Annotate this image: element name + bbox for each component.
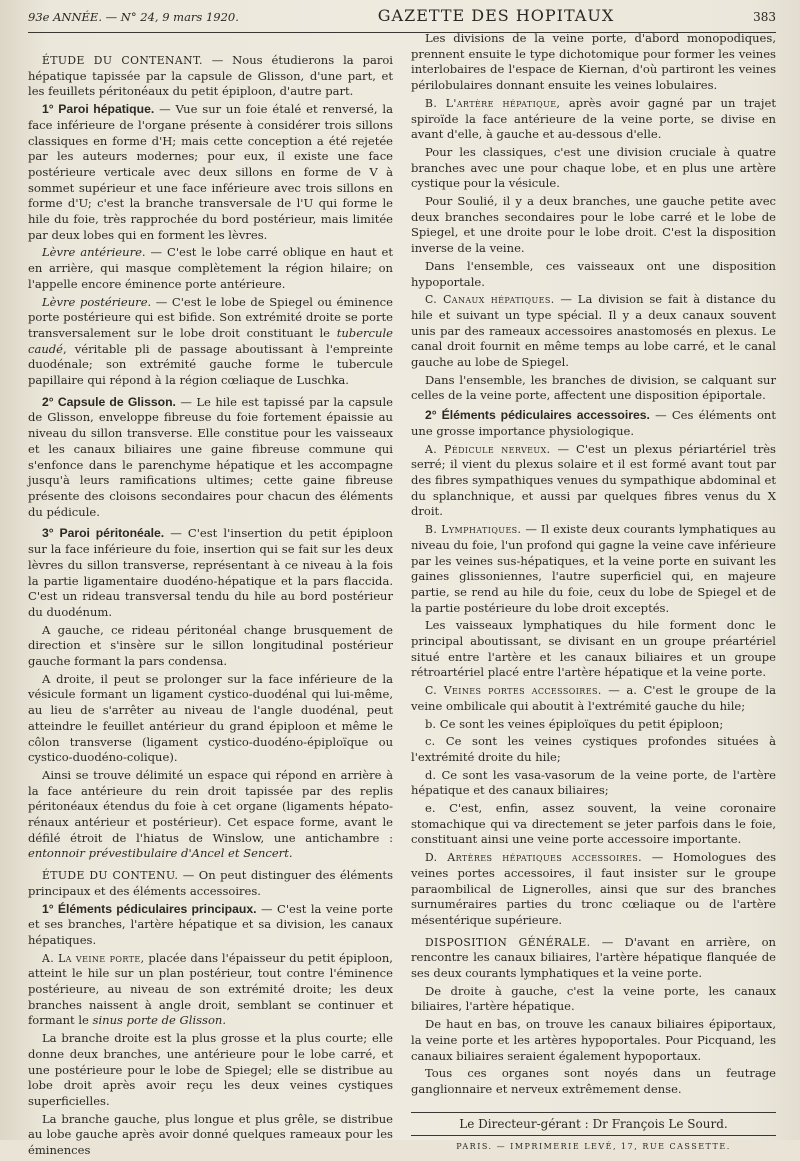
subheading: B. Lymphatiques. — [425, 523, 522, 537]
paragraph: A. La veine porte, placée dans l'épaisseur du petit épiploon, atteint le hile sur un plan postérieur, tout contre l'éminence postérieure, au niveau de son extrémité droite; les deux branches naissent à angle droit, semblant se continuer et formant le sinus porte de Glisson. — [28, 950, 393, 1028]
subheading: Lèvre postérieure. — [42, 294, 152, 309]
subheading: D. Artères hépatiques accessoires. — [425, 851, 643, 865]
paragraph: De haut en bas, on trouve les canaux biliaires épiportaux, la veine porte et les artères hypoportales. Pour Picquand, les canaux biliaires seraient également hypoportaux. — [411, 1017, 776, 1063]
paragraph: B. Lymphatiques. — Il existe deux courants lymphatiques au niveau du foie, l'un profond qui gagne la veine cave inférieure par les veines sus-hépatiques, et la veine porte en suivant les gaines glissoniennes, l'autre superficiel qui, en majeure partie, se rend au hile du foie, ceux du lobe de Spiegel et de la partie postérieure du lobe droit exceptés. — [411, 522, 776, 615]
right-column — [411, 31, 776, 1161]
paragraph: D. Artères hépatiques accessoires. — Homologues des veines portes accessoires, il faut insister sur le groupe paraombilical de Lignerolles, ainsi que sur des branches surnuméraires parties du tronc cœliaque ou de l'artère mésentérique supérieure. — [411, 850, 776, 927]
article-columns — [28, 31, 776, 1161]
paragraph: 2° Capsule de Glisson. — Le hile est tapissé par la capsule de Glisson, enveloppe fibreuse du foie fortement épaissie au niveau du sillon transverse. Elle constitue pour les vaisseaux et les canaux biliaires une gaine fibreuse commune qui s'enfonce dans le parenchyme hépatique et les accompagne jusqu'à leurs ramifications ultimes; cette gaine fibreuse présente des cloisons secondaires pour chacun des éléments du pédicule. — [28, 394, 394, 519]
paragraph: A. Pédicule nerveux. — C'est un plexus périartériel très serré; il vient du plexus solaire et il est formé avant tout par des fibres sympathiques venues du sympathique abdominal et du splanchnique, et aussi par quelques fibres venus du X droit. — [411, 441, 776, 519]
subheading: C. Veines portes accessoires. — [425, 684, 602, 698]
paragraph: A droite, il peut se prolonger sur la face inférieure de la vésicule formant un ligament cystico-duodénal qui lui-même, au lieu de s'arrêter au niveau de l'angle duodénal, peut atteindre le feuillet antérieur du grand épiploon et même le côlon transverse (ligament cystico-duodéno-épiploïque ou cystico-duodéno-colique). — [28, 671, 393, 765]
printer-imprint: PARIS. — IMPRIMERIE LEVÉ, 17, RUE CASSETTE. — [456, 1142, 731, 1152]
divider — [411, 1135, 776, 1136]
subheading: A. Pédicule nerveux. — [425, 442, 551, 456]
subheading: 1° Paroi hépatique. — [42, 102, 155, 117]
paragraph: d. Ce sont les vasa-vasorum de la veine porte, de l'artère hépatique et des canaux biliaires; — [411, 767, 776, 798]
section-heading: DISPOSITION GÉNÉRALE. — [425, 935, 591, 949]
paragraph: C. Canaux hépatiques. — La division se fait à distance du hile et suivant un type spécial. Il y a deux canaux souvent unis par des rameaux accessoires anastomosés en plexus. Le canal droit fournit en même temps au lobe carré, et le canal gauche au lobe de Spiegel. — [411, 292, 776, 370]
subheading: 1° Éléments pédiculaires principaux. — [42, 901, 257, 916]
page-number: 383 — [753, 10, 776, 24]
paragraph: Les divisions de la veine porte, d'abord monopodiques, prennent ensuite le type dichotomique pour former les veines interlobaires de l'espace de Kiernan, d'où partiront les veines périlobulaires donnant ensuite les veines lobulaires. — [411, 31, 776, 93]
paragraph: b. Ce sont les veines épiploïques du petit épiploon; — [425, 716, 724, 731]
page-header — [28, 6, 776, 33]
paragraph: c. Ce sont les veines cystiques profondes situées à l'extrémité droite du hile; — [411, 734, 776, 764]
subheading: 2° Éléments pédiculaires accessoires. — [425, 408, 650, 423]
subheading: Lèvre antérieure. — [42, 245, 146, 260]
paragraph: ÉTUDE DU CONTENANT. — Nous étudierons la paroi hépatique tapissée par la capsule de Glisson, d'une part, et les feuillets péritonéaux du petit épiploon, d'autre part. — [28, 53, 394, 99]
paragraph: Dans l'ensemble, ces vaisseaux ont une disposition hypoportale. — [411, 258, 776, 289]
divider — [411, 1112, 776, 1113]
paragraph: Lèvre postérieure. — C'est le lobe de Spiegel ou éminence porte postérieure qui est bifide. Son extrémité droite se porte transversalement sur le lobe droit constituant le tubercule caudé, véritable pli de passage aboutissant à l'empreinte duodénale; son extrémité gauche forme le tubercule papillaire qui répond à la région cœliaque de Luschka. — [28, 294, 393, 388]
section-heading: ÉTUDE DU CONTENU. — [42, 869, 179, 883]
paragraph: Pour Soulié, il y a deux branches, une gauche petite avec deux branches secondaires pour le lobe carré et le lobe de Spiegel, et une droite pour le lobe droit. C'est la disposition inverse de la veine. — [411, 194, 776, 256]
paragraph: Tous ces organes sont noyés dans un feutrage ganglionnaire et nerveux extrêmement dense. — [411, 1066, 776, 1096]
paragraph: Pour les classiques, c'est une division cruciale à quatre branches avec une pour chaque lobe, et en plus une artère cystique pour la vésicule. — [411, 144, 776, 191]
section-heading: ÉTUDE DU CONTENANT. — [42, 54, 203, 67]
paragraph: DISPOSITION GÉNÉRALE. — D'avant en arrière, on rencontre les canaux biliaires, l'artère hépatique flanquée de ses deux courants lymphatiques et la veine porte. — [411, 934, 776, 981]
paragraph: 1° Paroi hépatique. — Vue sur un foie étalé et renversé, la face inférieure de l'organe présente à considérer trois sillons classiques en forme d'H; mais cette conception a été rejetée par les auteurs modernes; pour eux, il existe une face postérieure verticale avec deux sillons en forme de V à sommet supérieur et une face inférieure avec trois sillons en forme d'U; c'est la branche transversale de l'U qui forme le hile du foie, très rapprochée du bord postérieur, mais limitée par deux lobes qui en forment les lèvres. — [28, 102, 393, 242]
subheading: A. La veine porte, — [42, 951, 145, 965]
paragraph: Dans l'ensemble, les branches de division, se calquant sur celles de la veine porte, affectent une disposition épiportale. — [411, 372, 776, 403]
paragraph: La branche gauche, plus longue et plus grêle, se distribue au lobe gauche après avoir donné quelques rameaux pour les éminences — [28, 1111, 393, 1158]
left-column — [28, 53, 393, 1161]
issue-info: 93e ANNÉE. — N° 24, 9 mars 1920. — [28, 10, 239, 24]
signature-line: Le Directeur-gérant : Dr François Le Sourd. — [459, 1116, 728, 1131]
paragraph: A gauche, ce rideau péritonéal change brusquement de direction et s'insère sur le sillon longitudinal postérieur gauche formant la pars condensa. — [28, 622, 393, 669]
paragraph: 3° Paroi péritonéale. — C'est l'insertion du petit épiploon sur la face inférieure du foie, insertion qui se fait sur les deux lèvres du sillon transverse, représentant à ce niveau à la fois la partie ligamentaire duodéno-hépatique et la pars flaccida. C'est un rideau transversal tendu du hile au bord postérieur du duodénum. — [28, 526, 393, 619]
paragraph: La branche droite est la plus grosse et la plus courte; elle donne deux branches, une antérieure pour le lobe carré, et une postérieure pour le lobe de Spiegel; elle se distribue au lobe droit après avoir reçu les deux veines cystiques superficielles. — [28, 1031, 393, 1108]
paragraph: C. Veines portes accessoires. — a. C'est le groupe de la veine ombilicale qui aboutit à l'extrémité gauche du hile; — [411, 683, 776, 713]
paragraph: 1° Éléments pédiculaires principaux. — C'est la veine porte et ses branches, l'artère hépatique et sa division, les canaux hépatiques. — [28, 901, 394, 947]
paragraph: Ainsi se trouve délimité un espace qui répond en arrière à la face antérieure du rein droit tapissée par des replis péritonéaux étendus du foie à cet organe (ligaments hépato-rénaux antérieur et postérieur). Cet espace forme, avant le défilé étroit de l'hiatus de Winslow, une antichambre : entonnoir prévestibulaire d'Ancel et Sencert. — [28, 767, 393, 861]
subheading: 2° Capsule de Glisson. — [42, 394, 176, 409]
subheading: C. Canaux hépatiques. — [425, 293, 555, 307]
subheading: 3° Paroi péritonéale. — [42, 526, 165, 541]
paragraph: 2° Éléments pédiculaires accessoires. — Ces éléments ont une grosse importance physiologique. — [411, 408, 776, 438]
subheading: B. L'artère hépatique, — [425, 96, 561, 110]
paragraph: ÉTUDE DU CONTENU. — On peut distinguer des éléments principaux et des éléments accessoires. — [28, 868, 393, 898]
journal-title: GAZETTE DES HOPITAUX — [377, 6, 615, 25]
paragraph: Les vaisseaux lymphatiques du hile forment donc le principal aboutissant, se divisant en un groupe préartériel situé entre l'artère et les canaux biliaires et un groupe rétroartériel placé entre l'artère hépatique et la veine porte. — [411, 618, 776, 680]
paragraph: Lèvre antérieure. — C'est le lobe carré oblique en haut et en arrière, qui masque complètement la région hilaire; on l'appelle encore éminence porte antérieure. — [28, 245, 393, 291]
paragraph: De droite à gauche, c'est la veine porte, les canaux biliaires, l'artère hépatique. — [411, 983, 776, 1014]
paragraph: e. C'est, enfin, assez souvent, la veine coronaire stomachique qui va directement se jeter parfois dans le foie, constituant ainsi une veine porte accessoire importante. — [411, 801, 776, 847]
paragraph: B. L'artère hépatique, après avoir gagné par un trajet spiroïde la face antérieure de la veine porte, se divise en avant d'elle, à gauche et au-dessous d'elle. — [411, 95, 776, 142]
